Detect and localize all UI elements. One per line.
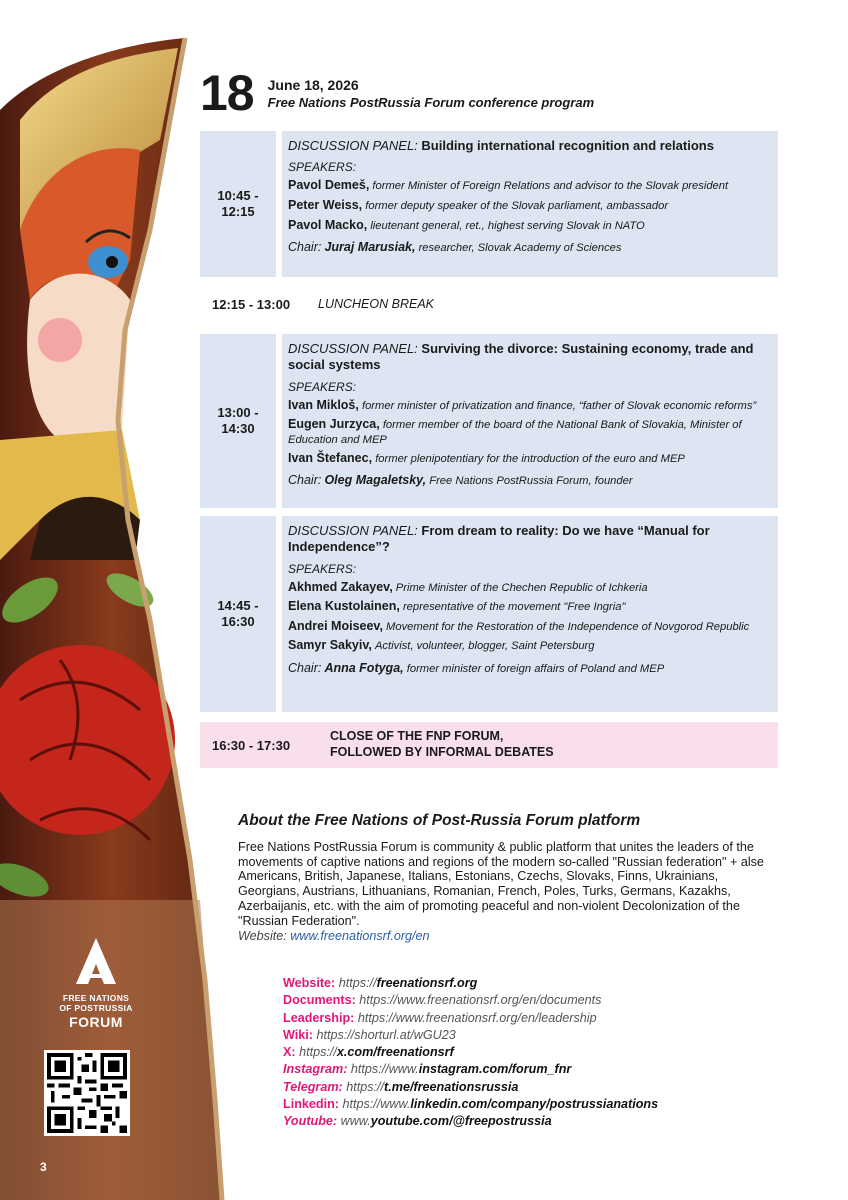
speaker: Pavol Macko, lieutenant general, ret., highest serving Slovak in NATO <box>288 217 645 232</box>
speakers-label: SPEAKERS: <box>288 561 357 576</box>
break-time: 12:15 - 13:00 <box>212 296 291 312</box>
speaker: Peter Weiss, former deputy speaker of the Slovak parliament, ambassador <box>288 197 669 212</box>
qr-code-icon <box>47 1053 127 1133</box>
about-title: About the Free Nations of Post-Russia Forum platform <box>238 812 641 829</box>
link-youtube[interactable]: Youtube: www.youtube.com/@freepostrussia <box>283 1114 552 1129</box>
speaker: Ivan Mikloš, former minister of privatization and finance, “father of Slovak economic reforms” <box>288 397 757 412</box>
qr-code <box>44 1050 130 1136</box>
link-telegram[interactable]: Telegram: https://t.me/freenationsrussia <box>283 1079 519 1094</box>
speakers-label: SPEAKERS: <box>288 160 357 175</box>
speaker: Samyr Sakyiv, Activist, volunteer, blogger, Saint Petersburg <box>288 638 595 653</box>
speaker: Akhmed Zakayev, Prime Minister of the Chechen Republic of Ichkeria <box>288 579 648 594</box>
close-label: CLOSE OF THE FNP FORUM, FOLLOWED BY INFORMAL DEBATES <box>330 729 554 759</box>
speaker: Pavol Demeš, former Minister of Foreign Relations and advisor to the Slovak president <box>288 178 729 193</box>
link-x[interactable]: X: https://x.com/freenationsrf <box>283 1045 454 1060</box>
break-label: LUNCHEON BREAK <box>318 297 434 311</box>
link-instagram[interactable]: Instagram: https://www.instagram.com/forum_fnr <box>283 1062 572 1077</box>
speaker: Ivan Štefanec, former plenipotentiary for the introduction of the euro and MEP <box>288 450 685 465</box>
session-time: 14:45 - 16:30 <box>200 516 276 712</box>
forum-logo-icon <box>74 936 118 988</box>
speaker: Andrei Moiseev, Movement for the Restoration of the Independence of Novgorod Republic <box>288 618 750 633</box>
speakers-label: SPEAKERS: <box>288 379 357 394</box>
contact-links <box>283 975 658 1131</box>
program-subtitle: Free Nations PostRussia Forum conference program <box>267 94 595 110</box>
link-linkedin[interactable]: Linkedin: https://www.linkedin.com/company/postrussianations <box>283 1097 659 1112</box>
about-website-link[interactable]: www.freenationsrf.org/en <box>290 929 430 944</box>
panel-title: DISCUSSION PANEL: From dream to reality: Do we have “Manual for Independence”? <box>288 523 710 555</box>
day-header <box>200 65 595 121</box>
about-website: Website: www.freenationsrf.org/en <box>238 929 430 944</box>
link-website[interactable]: Website: https://freenationsrf.org <box>283 976 478 990</box>
forum-logo: FREE NATIONS OF POSTRUSSIA FORUM <box>46 936 146 1030</box>
session-panel-1 <box>200 131 778 277</box>
panel-title: DISCUSSION PANEL: Surviving the divorce: Sustaining economy, trade and social systems <box>288 341 754 373</box>
about-section <box>238 812 783 943</box>
session-content <box>282 516 778 712</box>
link-leadership[interactable]: Leadership: https://www.freenationsrf.org/en/leadership <box>283 1010 597 1025</box>
link-wiki[interactable]: Wiki: https://shorturl.at/wGU23 <box>283 1027 456 1042</box>
link-documents[interactable]: Documents: https://www.freenationsrf.org/en/documents <box>283 993 602 1008</box>
speaker: Eugen Jurzyca, former member of the board of the National Bank of Slovakia, Minister of Education and MEP <box>288 417 742 446</box>
session-content <box>282 131 778 277</box>
chair: Chair: Anna Fotyga, former minister of foreign affairs of Poland and MEP <box>288 661 665 675</box>
forum-close <box>200 722 778 768</box>
chair: Chair: Juraj Marusiak, researcher, Slovak Academy of Sciences <box>288 240 622 255</box>
chair: Chair: Oleg Magaletsky, Free Nations PostRussia Forum, founder <box>288 473 633 488</box>
close-time: 16:30 - 17:30 <box>212 737 291 753</box>
session-time: 10:45 - 12:15 <box>200 131 276 277</box>
session-panel-2 <box>200 334 778 508</box>
about-body: Free Nations PostRussia Forum is community & public platform that unites the leaders of the movements of captive nations and regions of the modern so-called "Russian federation" + alse Americans, British, Japanese, Italians, Estonians, Czechs, Slovaks, Finns, Ukrainians, Georgians, Austrians, Lithuanians, Romanian, French, Poles, Turks, Germans, Kazakhs, Azerbaijanis, etc. with the aim of promoting peaceful and non-violent Decolonization of the "Russian Federation". <box>238 840 764 928</box>
speaker: Elena Kustolainen, representative of the movement "Free Ingria" <box>288 599 626 614</box>
panel-title: DISCUSSION PANEL: Building international recognition and relations <box>288 138 714 153</box>
day-date: June 18, 2026 <box>267 76 359 93</box>
session-content <box>282 334 778 508</box>
day-number: 18 <box>200 65 254 121</box>
luncheon-break <box>200 292 778 316</box>
session-time: 13:00 - 14:30 <box>200 334 276 508</box>
session-panel-3 <box>200 516 778 712</box>
page-number: 3 <box>40 1160 47 1174</box>
